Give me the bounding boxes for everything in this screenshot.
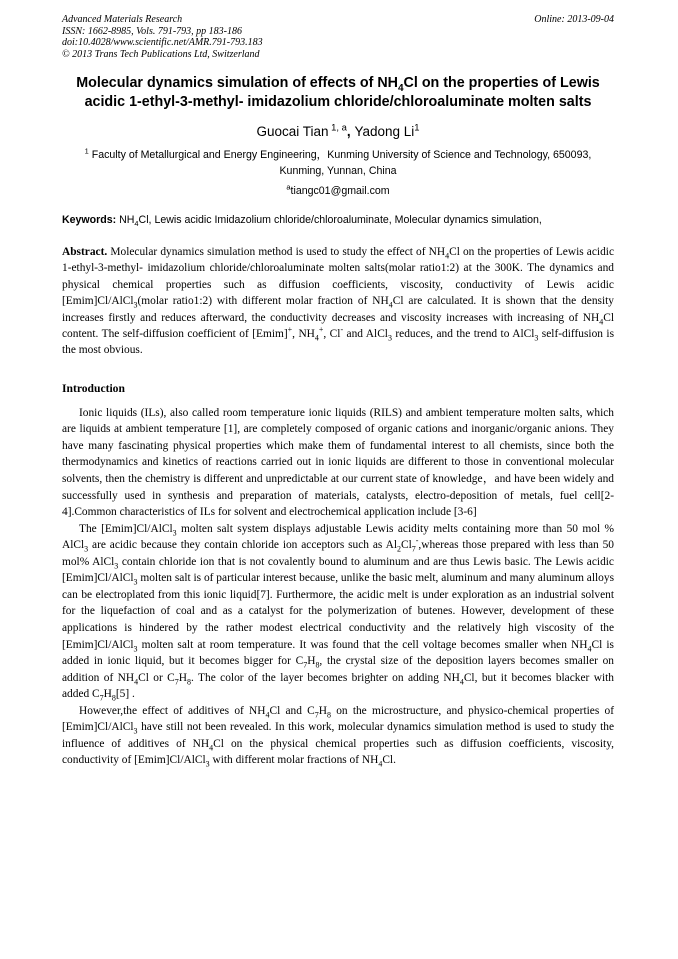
journal-doi: doi:10.4028/www.scientific.net/AMR.791-793.183 — [62, 37, 263, 48]
body-paragraph-3: However,the effect of additives of $NH_4Cl$ and $C_7H_8$ on the microstructure, and physico-chemical properties of [Emim]Cl/AlCl$_3$ have still not been revealed. In this work, molecular dynamics simulation method is used to study the influence of additives of $NH_4Cl$ on the physical chemical properties such as diffusion coefficients, viscosity, conductivity of [Emim]Cl/AlCl$_3$ with different molar fractions of $NH_4Cl$. — [62, 704, 614, 769]
journal-copyright: © 2013 Trans Tech Publications Ltd, Switzerland — [62, 48, 260, 60]
paper-page — [62, 14, 614, 769]
abstract: Abstract. Molecular dynamics simulation method is used to study the effect of $NH_4Cl$ on the properties of Lewis acidic 1-ethyl-3-methyl- imidazolium chloride/chloroaluminate molten salts(molar ratio1:2) at the 300K. The dynamics and physical chemical properties such as diffusion coefficients, viscosity, conductivity of Lewis acidic [Emim]Cl/AlCl$_3$(molar ratio1:2) with different molar fraction of $NH_4Cl$ are calculated. It is shown that the density increases firstly and reduces afterward, the conductivity decreases and viscosity increases with increasing of $NH_4Cl$ content. The self-diffusion coefficient of [Emim]+, $NH_4^+$, Cl- and AlCl$_3$ reduces, and the trend to AlCl$_3$ self-diffusion is the most obvious. — [62, 246, 614, 357]
journal-issn: ISSN: 1662-8985, Vols. 791-793, pp 183-186 — [62, 25, 242, 37]
keywords: Keywords: $NH_4Cl$, Lewis acidic Imidazolium chloride/chloroaluminate, Molecular dynamics simulation, — [62, 214, 542, 229]
paper-title: Molecular dynamics simulation of effects of $NH_4Cl$ on the properties of Lewis acidic 1-ethyl-3-methyl- imidazolium chloride/chloroaluminate molten salts — [76, 75, 600, 110]
body-paragraph-2: The [Emim]Cl/AlCl$_3$ molten salt system displays adjustable Lewis acidity melts containing more than 50 mol % AlCl$_3$ are acidic because they contain chloride ion acceptors such as $Al_2Cl_7^-,whereas$ those prepared with less than 50 mol% AlCl$_3$ contain chloride ion that is not covalently bound to aluminum and are thus Lewis basic. The Lewis acidic [Emim]Cl/AlCl$_3$ molten salt is of particular interest because, unlike the basic melt, aluminum and many aluminum alloys can be electroplated from this ionic liquid[7]. Furthermore, the acidic melt is under exploration as an industrial solvent for the liquefaction of coal and as a catalyst for the polymerization of butenes. However, development of these applications is hindered by the rather modest electrical conductivity and the relatively high viscosity of the [Emim]Cl/AlCl$_3$ molten salt at room temperature. It was found that the cell voltage becomes smaller when $NH_4Cl$ is added in ionic liquid, but it becomes bigger for $C_7H_8$, the crystal size of the deposition layers becomes smaller on addition of $NH_4Cl$ or $C_7H_8$. The color of the layer becomes brighter on adding $NH_4Cl$, but it becomes blacker with added $C_7H_8[5]$ . — [62, 522, 615, 703]
affiliation: $^1$ Faculty of Metallurgical and Energy Engineering，Kunming University of Science and Technology, 650093, Kunming, Yunnan, China — [84, 146, 592, 177]
author-email: $^a$tiangc01@gmail.com — [286, 182, 390, 197]
body-paragraph-1: Ionic liquids (ILs), also called room temperature ionic liquids (RILS) and ambient temperature molten salts, which are liquids at ambient temperature [1], are completely composed of organic cations and inorganic/organic anions. They have many fascinating physical properties which make them of fundamental interest to all chemists, since both the thermodynamics and kinetics of reactions carried out in ionic liquids are different to those in conventional molecular solvents, then the chemistry is different and unpredictable at our current state of knowledge，and have been widely and successfully used in synthesis and preparation of materials, catalysts, electro-deposition of metals, fuel cell[2-4].Common characteristics of ILs for solvent and electrochemical application include [3-6] — [62, 406, 614, 519]
author-name: Yadong Li — [354, 124, 415, 139]
journal-name: Advanced Materials Research — [62, 14, 183, 25]
author-name: Guocai Tian — [256, 124, 329, 139]
section-heading-introduction: Introduction — [62, 381, 125, 395]
online-date: Online: 2013-09-04 — [534, 14, 614, 25]
journal-header — [62, 14, 614, 60]
author-list: Guocai Tian $^{1, a}$, Yadong Li$^1$ — [256, 122, 420, 139]
